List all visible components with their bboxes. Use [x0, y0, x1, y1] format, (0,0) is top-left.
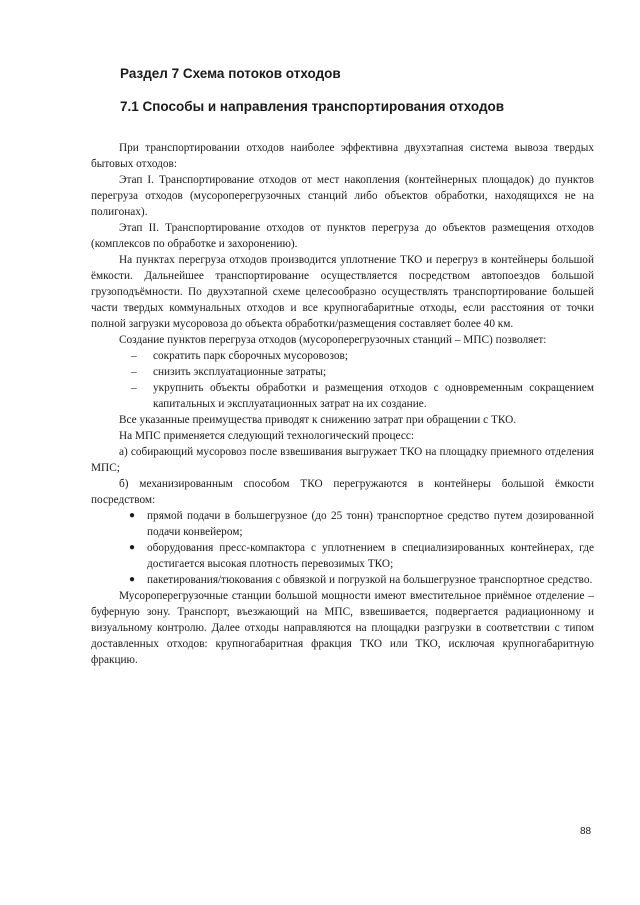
bullet-list [91, 508, 594, 588]
paragraph: На пунктах перегруза отходов производится уплотнение ТКО и перегруз в контейнеры большой ёмкости. Дальнейшее транспортирование осуществляется посредством автопоездов большой грузоподъёмности. По двухэтапной схеме целесообразно осуществлять транспортирование большей части твердых коммунальных отходов и все крупногабаритные отходы, если расстояния от точки полной загрузки мусоровоза до объекта обработки/размещения составляет более 40 км. [91, 254, 594, 330]
body-text [91, 140, 594, 668]
list-item-text: прямой подачи в большегрузное (до 25 тонн) транспортное средство путем дозированной подачи конвейером; [147, 510, 594, 538]
dash-marker: – [131, 382, 137, 394]
list-item [91, 364, 594, 380]
paragraph: На МПС применяется следующий технологический процесс: [119, 430, 414, 442]
paragraph: Этап II. Транспортирование отходов от пунктов перегруза до объектов размещения отходов (комплексов по обработке и захоронению). [91, 222, 594, 250]
list-item [91, 540, 594, 572]
bullet-icon: ● [129, 510, 136, 521]
paragraph: Мусороперегрузочные станции большой мощности имеют вместительное приёмное отделение – буферную зону. Транспорт, въезжающий на МПС, взвешивается, подвергается радиационному и визуальному контролю. Далее отходы направляются на площадки разгрузки в соответствии с типом доставленных отходов: крупногабаритная фракция ТКО или ТКО, исключая крупногабаритную фракцию. [91, 590, 594, 666]
paragraph: Этап I. Транспортирование отходов от мест накопления (контейнерных площадок) до пунктов перегруза отходов (мусороперегрузочных станций либо объектов обработки, находящихся не на полигонах). [91, 174, 594, 218]
list-item-text: оборудования пресс-компактора с уплотнением в специализированных контейнерах, где достигается высокая плотность перевозимых ТКО; [147, 542, 594, 570]
paragraph: Создание пунктов перегруза отходов (мусороперегрузочных станций – МПС) позволяет: [119, 334, 547, 346]
list-item [91, 380, 594, 412]
bullet-icon: ● [129, 542, 136, 553]
paragraph: а) собирающий мусоровоз после взвешивания выгружает ТКО на площадку приемного отделения МПС; [91, 446, 594, 474]
list-item [91, 508, 594, 540]
list-item-text: сократить парк сборочных мусоровозов; [153, 350, 348, 362]
paragraph: При транспортировании отходов наиболее эффективна двухэтапная система вывоза твердых бытовых отходов: [91, 142, 594, 170]
list-item [91, 348, 594, 364]
dash-marker: – [131, 350, 137, 362]
section-title: Раздел 7 Схема потоков отходов [120, 66, 341, 81]
bullet-icon: ● [129, 574, 136, 585]
paragraph: б) механизированным способом ТКО перегружаются в контейнеры большой ёмкости посредством: [91, 478, 594, 506]
paragraph: Все указанные преимущества приводят к снижению затрат при обращении с ТКО. [119, 414, 517, 426]
subsection-title: 7.1 Способы и направления транспортирования отходов [120, 99, 505, 114]
list-item-text: укрупнить объекты обработки и размещения отходов с одновременным сокращением капитальных и эксплуатационных затрат на их создание. [153, 382, 594, 410]
dash-list [91, 348, 594, 412]
list-item [91, 572, 594, 588]
dash-marker: – [131, 366, 137, 378]
list-item-text: пакетирования/тюкования с обвязкой и погрузкой на большегрузное транспортное средство. [147, 574, 593, 586]
page-number: 88 [580, 826, 592, 837]
list-item-text: снизить эксплуатационные затраты; [153, 366, 327, 378]
